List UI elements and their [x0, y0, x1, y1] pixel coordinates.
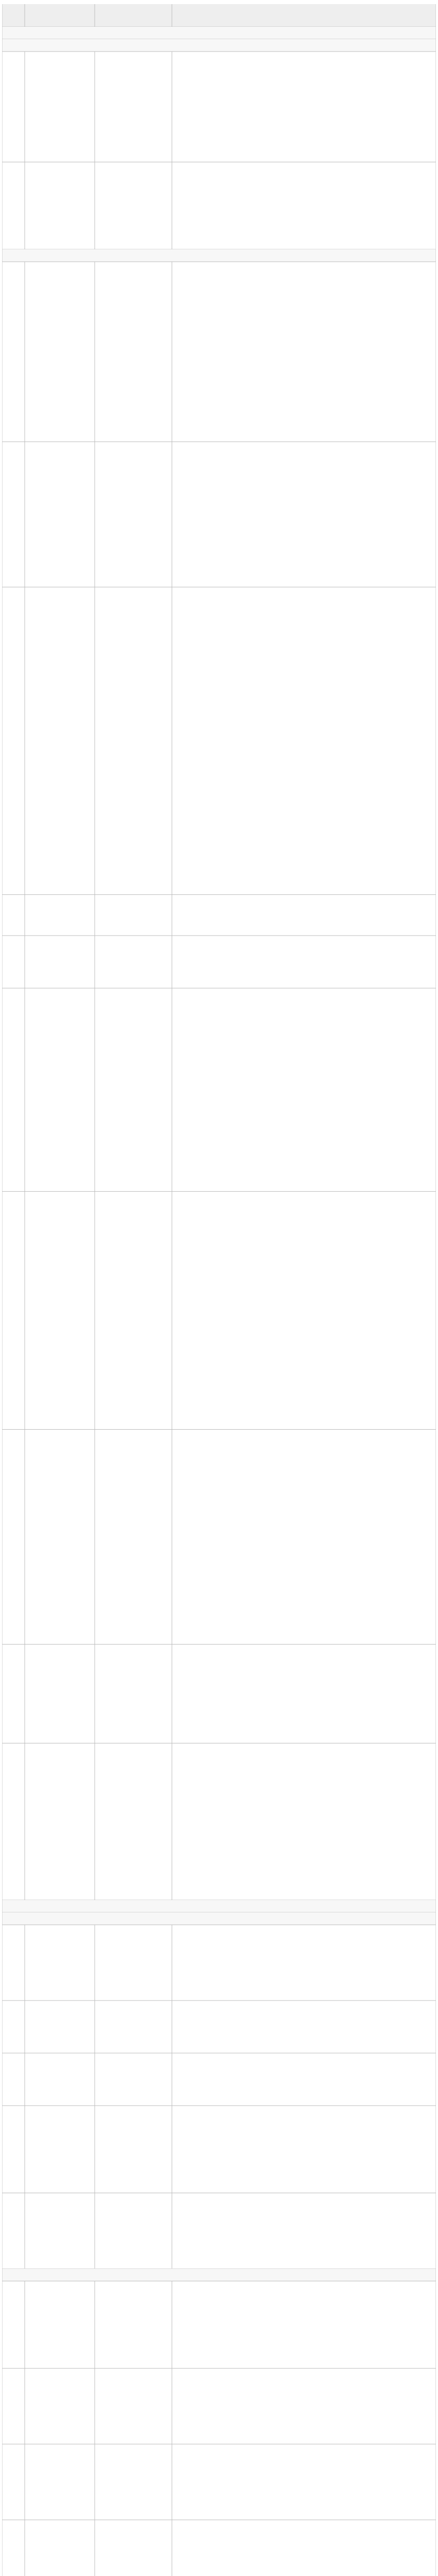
section-heading	[2, 27, 436, 39]
document-table	[2, 4, 436, 2576]
subsection-heading	[2, 39, 436, 52]
table-header-row	[2, 4, 436, 27]
subsection-heading	[2, 249, 436, 262]
section-heading	[2, 1900, 436, 1912]
table-grid	[2, 4, 436, 2576]
subsection-heading	[2, 2269, 436, 2281]
subsection-heading	[2, 1912, 436, 1925]
